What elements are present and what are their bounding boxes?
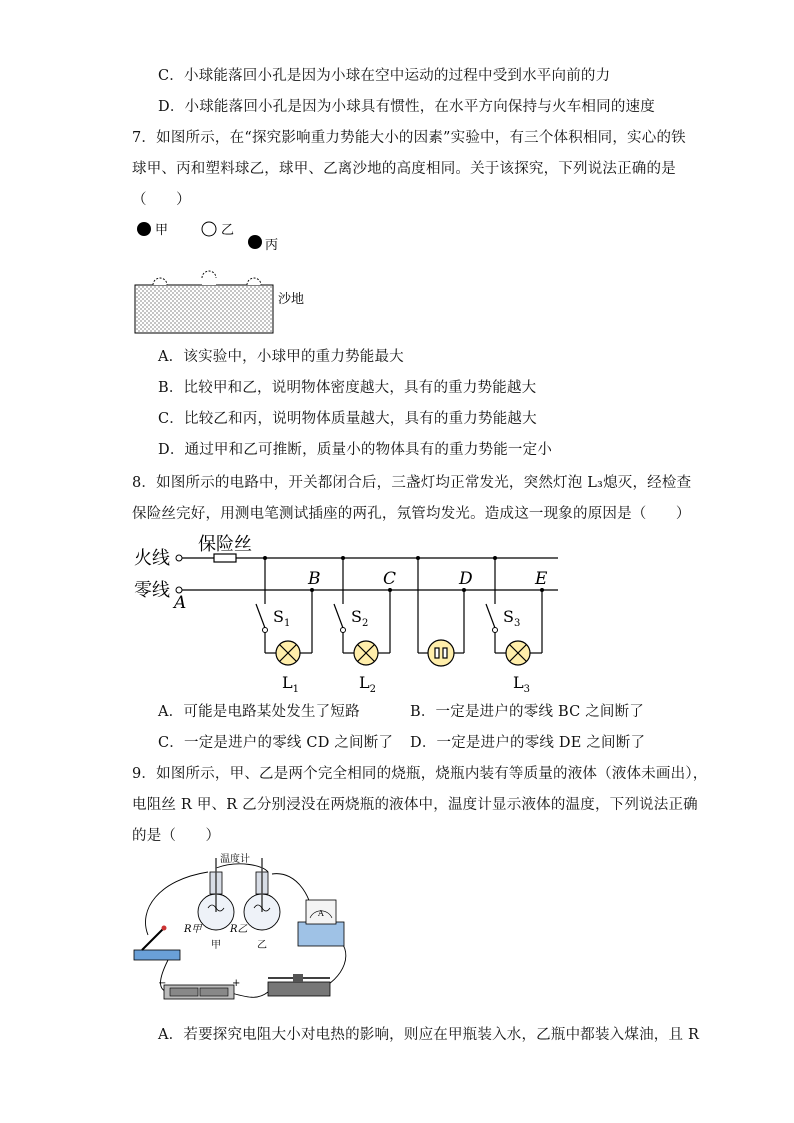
q7-option-d: D．通过甲和乙可推断，质量小的物体具有的重力势能一定小 bbox=[158, 442, 553, 458]
q8-stem-line2: 保险丝完好，用测电笔测试插座的两孔，氖管均发光。造成这一现象的原因是（ ） bbox=[132, 506, 691, 522]
point-b: B bbox=[308, 569, 321, 589]
q7-option-b: B．比较甲和乙，说明物体密度越大，具有的重力势能越大 bbox=[158, 380, 537, 396]
battery-minus-label: − bbox=[158, 978, 167, 989]
switch-s2-sub: 2 bbox=[361, 618, 369, 629]
ball-jia bbox=[137, 222, 151, 236]
rheostat bbox=[268, 974, 330, 996]
battery-plus-label: + bbox=[232, 978, 241, 989]
point-a: A bbox=[174, 593, 187, 613]
q9-stem-line1: 9．如图所示，甲、乙是两个完全相同的烧瓶，烧瓶内装有等质量的液体（液体未画出）， bbox=[132, 766, 708, 782]
switch-s2-letter: S bbox=[351, 607, 362, 626]
flask-jia bbox=[198, 858, 234, 930]
sand-box bbox=[135, 285, 273, 333]
svg-text:S2 bbox=[351, 607, 368, 629]
live-terminal bbox=[176, 555, 182, 561]
lamp-l3 bbox=[506, 641, 530, 665]
lamp-l1-letter: L bbox=[282, 673, 293, 692]
q7-option-c: C．比较乙和丙，说明物体质量越大，具有的重力势能越大 bbox=[158, 411, 537, 427]
flask-jia-label: 甲 bbox=[211, 940, 221, 951]
flask-yi-label: 乙 bbox=[257, 940, 267, 951]
resistor-yi-label: R乙 bbox=[230, 924, 248, 935]
ammeter bbox=[298, 900, 344, 946]
ball-jia-label: 甲 bbox=[155, 223, 169, 238]
live-wire-label: 火线 bbox=[134, 548, 170, 569]
switch-s3-sub: 3 bbox=[513, 618, 521, 629]
point-e: E bbox=[535, 569, 548, 589]
lamp-l2-sub: 2 bbox=[369, 684, 376, 695]
ammeter-label: A bbox=[318, 909, 324, 918]
switch-s1-sub: 1 bbox=[283, 618, 291, 629]
q9-stem-line2: 电阻丝 R 甲、R 乙分别浸没在两烧瓶的液体中，温度计显示液体的温度，下列说法正确 bbox=[132, 797, 698, 813]
lamp-l3-letter: L bbox=[513, 673, 524, 692]
q7-stem-line1: 7．如图所示，在“探究影响重力势能大小的因素”实验中，有三个体积相同，实心的铁 bbox=[132, 130, 686, 146]
neutral-wire-label: 零线 bbox=[134, 580, 170, 601]
q9-apparatus-figure bbox=[128, 850, 368, 1015]
q9-option-a: A．若要探究电阻大小对电热的影响，则应在甲瓶装入水，乙瓶中都装入煤油，且 R bbox=[158, 1027, 700, 1043]
svg-text:L2 bbox=[359, 673, 376, 695]
q7-figure-sand-balls bbox=[128, 212, 328, 342]
lamp-l1 bbox=[276, 641, 300, 665]
q7-option-a: A．该实验中，小球甲的重力势能最大 bbox=[158, 349, 404, 365]
q8-option-d: D．一定是进户的零线 DE 之间断了 bbox=[410, 735, 646, 751]
q9-stem-line3: 的是（ ） bbox=[132, 828, 221, 844]
q8-circuit-figure bbox=[128, 528, 568, 698]
lamp-l3-sub: 3 bbox=[523, 684, 530, 695]
ball-bing bbox=[248, 235, 262, 249]
ball-yi bbox=[202, 222, 216, 236]
ball-yi-label: 乙 bbox=[221, 223, 235, 238]
lamp-l2 bbox=[354, 641, 378, 665]
knife-switch bbox=[134, 926, 180, 961]
lamp-l2-letter: L bbox=[359, 673, 370, 692]
sand-label: 沙地 bbox=[278, 292, 305, 307]
svg-text:S1 bbox=[273, 607, 290, 629]
point-d: D bbox=[459, 569, 473, 589]
q8-option-c: C．一定是进户的零线 CD 之间断了 bbox=[158, 735, 394, 751]
battery-box bbox=[164, 985, 234, 999]
fuse-label: 保险丝 bbox=[198, 534, 252, 555]
switch-s1-letter: S bbox=[273, 607, 284, 626]
socket bbox=[428, 640, 454, 666]
q8-option-a: A．可能是电路某处发生了短路 bbox=[158, 704, 360, 720]
q7-bracket: （ ） bbox=[132, 192, 191, 208]
resistor-jia-label: R甲 bbox=[184, 924, 202, 935]
point-c: C bbox=[383, 569, 397, 589]
q8-option-b: B．一定是进户的零线 BC 之间断了 bbox=[410, 704, 644, 720]
q8-stem-line1: 8．如图所示的电路中，开关都闭合后，三盏灯均正常发光，突然灯泡 L₃熄灭，经检查 bbox=[132, 475, 692, 491]
svg-text:L1 bbox=[282, 673, 299, 695]
switch-s3-letter: S bbox=[503, 607, 514, 626]
svg-text:L3 bbox=[513, 673, 530, 695]
fuse bbox=[214, 554, 236, 562]
q6-option-c: C．小球能落回小孔是因为小球在空中运动的过程中受到水平向前的力 bbox=[158, 68, 611, 84]
svg-text:S3 bbox=[503, 607, 520, 629]
lamp-l1-sub: 1 bbox=[292, 684, 299, 695]
ball-bing-label: 丙 bbox=[265, 238, 279, 253]
q6-option-d: D．小球能落回小孔是因为小球具有惯性，在水平方向保持与火车相同的速度 bbox=[158, 99, 655, 115]
q7-stem-line2: 球甲、丙和塑料球乙，球甲、乙离沙地的高度相同。关于该探究，下列说法正确的是 bbox=[132, 161, 676, 177]
thermometer-label: 温度计 bbox=[220, 854, 250, 865]
flask-yi bbox=[244, 858, 280, 930]
